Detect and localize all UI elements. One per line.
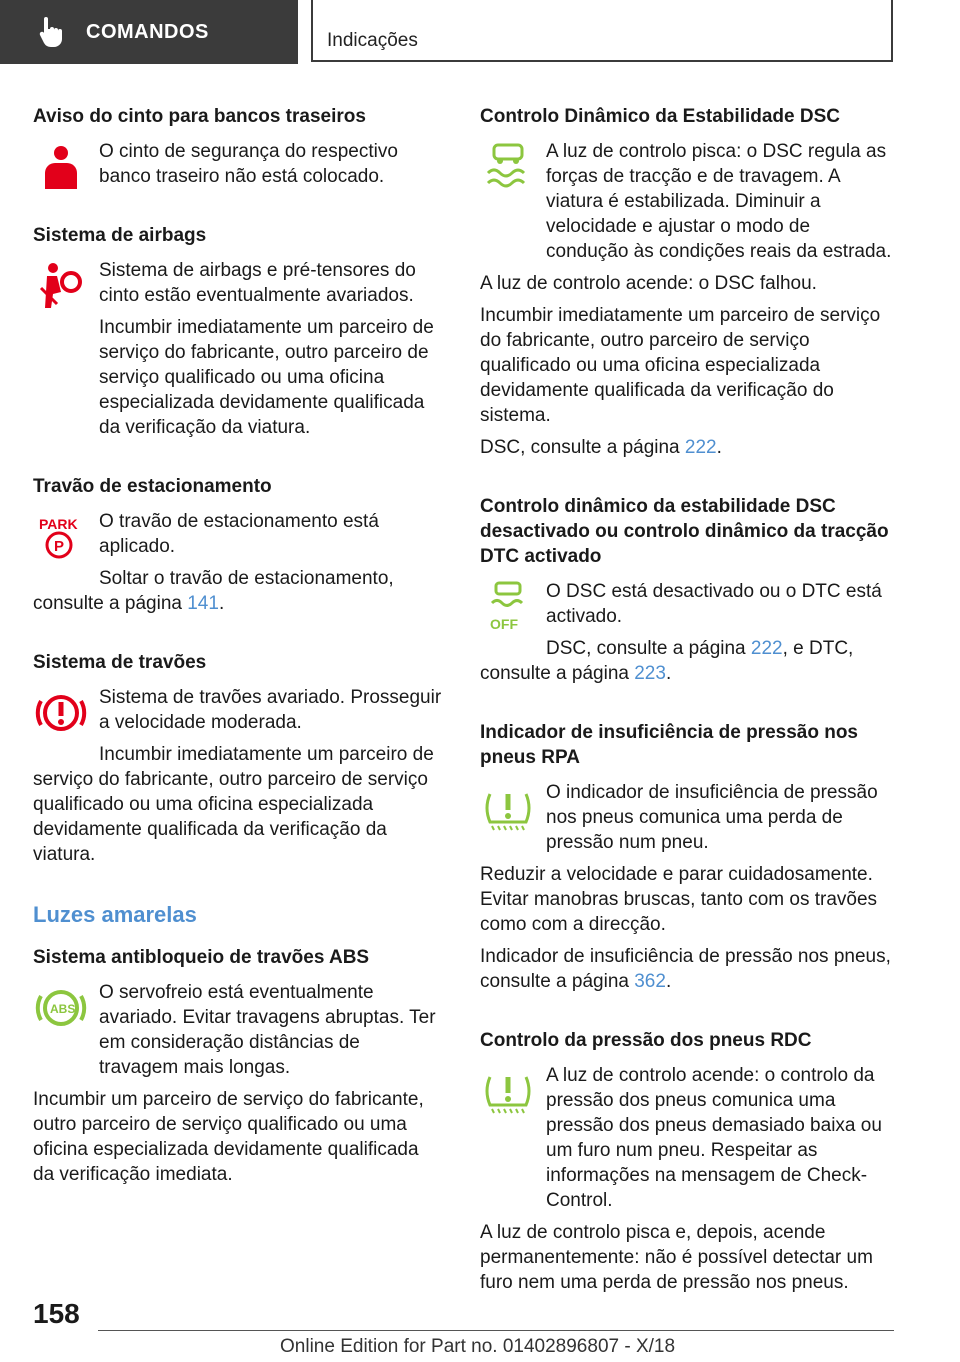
- dsc-off-entry: [480, 494, 896, 686]
- dsc-text-1: A luz de controlo pisca: o DSC regula as forças de tracção e de travagem. A viatura é estabilizada. Diminuir a velocidade e ajustar o modo de condução às condições reais da estrada.: [546, 141, 892, 262]
- rpa-text-1: O indicador de insuficiência de pressão nos pneus comunica uma perda de pressão num pneu.: [546, 782, 878, 853]
- rpa-text-2: Reduzir a velocidade e parar cuidadosamente. Evitar manobras bruscas, tanto com os travões como com a direcção.: [480, 864, 878, 935]
- dsc-off-text-2a: DSC, consulte a página: [546, 638, 746, 659]
- page-number: 158: [33, 1298, 80, 1329]
- brakes-entry: [33, 650, 443, 867]
- abs-icon: [33, 980, 89, 1036]
- brakes-text-2: Incumbir imediatamente um parceiro de serviço do fabricante, outro parceiro de serviço qualificado ou uma oficina especializada devidamente qualificada da verificação da viatura.: [33, 744, 434, 865]
- abs-entry: [33, 945, 443, 1187]
- seatbelt-text: O cinto de segurança do respectivo banco traseiro não está colocado.: [99, 141, 398, 187]
- rdc-title: Controlo da pressão dos pneus RDC: [480, 1030, 812, 1051]
- airbag-title: Sistema de airbags: [33, 225, 207, 246]
- dsc-off-page-link-1[interactable]: 222: [750, 638, 783, 659]
- rdc-entry: [480, 1028, 896, 1295]
- section-heading-yellow: Luzes amarelas: [33, 902, 197, 927]
- dsc-entry: [480, 104, 896, 460]
- abs-icon-text: ABS: [50, 1002, 76, 1016]
- dsc-off-page-link-2[interactable]: 223: [634, 663, 666, 684]
- rpa-text-3-span: Indicador de insuficiência de pressão nos pneus, consulte a página: [480, 946, 891, 992]
- dsc-text-4-span: DSC, consulte a página: [480, 437, 680, 458]
- chapter-box: [311, 0, 893, 62]
- park-entry: [33, 474, 443, 616]
- airbag-text-2: [33, 315, 443, 440]
- dsc-off-text-1: O DSC está desactivado ou o DTC está activado.: [546, 581, 882, 627]
- rdc-text-1: A luz de controlo acende: o controlo da pressão dos pneus comunica uma pressão dos pneus demasiado baixa ou um furo num pneu. Respeitar as informações na mensagem de Check-Control.: [546, 1065, 882, 1211]
- brake-warning-icon: [33, 685, 89, 741]
- rpa-page-link[interactable]: 362: [634, 971, 666, 992]
- seatbelt-title: Aviso do cinto para bancos traseiros: [33, 106, 366, 127]
- airbag-icon: [33, 258, 89, 314]
- park-text-2: Soltar o travão de estacionamento, consulte a página 141.: [33, 568, 394, 614]
- dsc-text-2: A luz de controlo acende: o DSC falhou.: [480, 273, 817, 294]
- dsc-off-icon: [480, 579, 536, 635]
- rpa-entry: [480, 720, 896, 994]
- dsc-off-text-2b: , e DTC, consulte a página: [480, 638, 854, 684]
- brakes-text-1: Sistema de travões avariado. Prosseguir a velocidade moderada.: [99, 687, 442, 733]
- dsc-off-icon-text: OFF: [490, 616, 518, 632]
- dsc-title: Controlo Dinâmico da Estabilidade DSC: [480, 106, 840, 127]
- park-page-link[interactable]: 141: [187, 593, 219, 614]
- abs-text-2: Incumbir um parceiro de serviço do fabricante, outro parceiro de serviço qualificado ou uma oficina especializada devidamente qualificada da verificação imediata.: [33, 1089, 424, 1185]
- airbag-text-1: Sistema de airbags e pré-tensores do cinto estão eventualmente avariados.: [99, 260, 416, 306]
- rdc-text-2: A luz de controlo pisca e, depois, acende permanentemente: não é possível detectar um furo nem uma perda de pressão nos pneus.: [480, 1222, 873, 1293]
- left-column: [33, 104, 443, 1221]
- dsc-text-3: Incumbir imediatamente um parceiro de serviço do fabricante, outro parceiro de serviço qualificado ou uma oficina especializada devidamente qualificada da verificação do sistema.: [480, 305, 881, 426]
- svg-text:P: P: [54, 538, 65, 555]
- abs-text-1: O servofreio está eventualmente avariado. Evitar travagens abruptas. Ter em consideração distâncias de travagem mais longas.: [99, 982, 436, 1078]
- park-title: Travão de estacionamento: [33, 476, 272, 497]
- seatbelt-entry: [33, 104, 443, 189]
- right-column: [480, 104, 896, 1329]
- tire-pressure-icon: [480, 780, 536, 836]
- dsc-off-text-2: DSC, consulte a página 222, e DTC, consulte a página 223.: [480, 638, 854, 684]
- rpa-title: Indicador de insuficiência de pressão nos pneus RPA: [480, 722, 858, 768]
- park-text-1: O travão de estacionamento está aplicado.: [99, 511, 379, 557]
- brakes-title: Sistema de travões: [33, 652, 207, 673]
- dsc-page-link[interactable]: 222: [684, 437, 717, 458]
- section-tab: [0, 0, 298, 64]
- airbag-entry: [33, 223, 443, 440]
- section-label: COMANDOS: [86, 20, 209, 43]
- park-text-2-span: Soltar o travão de estacionamento, consulte a página: [33, 568, 394, 614]
- footer-edition: Online Edition for Part no. 01402896807 - X/18: [280, 1336, 676, 1357]
- dsc-off-title: Controlo dinâmico da estabilidade DSC desactivado ou controlo dinâmico da tracção DTC activado: [480, 496, 889, 567]
- abs-title: Sistema antibloqueio de travões ABS: [33, 947, 370, 968]
- airbag-text-2-span: Incumbir imediatamente um parceiro de serviço do fabricante, outro parceiro de serviço qualificado ou uma oficina especializada devidamente qualificada da verificação da viatura.: [99, 317, 434, 438]
- park-icon-text: PARK: [39, 516, 78, 532]
- tire-pressure-icon: [480, 1063, 536, 1119]
- parking-brake-icon: [33, 509, 89, 565]
- rpa-text-3: Indicador de insuficiência de pressão nos pneus, consulte a página 362.: [480, 946, 891, 992]
- hand-icon: [36, 15, 70, 49]
- footer-divider: [98, 1330, 894, 1331]
- seatbelt-warning-icon: [33, 139, 89, 195]
- dsc-icon: [480, 139, 536, 195]
- chapter-label: Indicações: [327, 30, 418, 51]
- dsc-text-4: DSC, consulte a página 222.: [480, 437, 722, 458]
